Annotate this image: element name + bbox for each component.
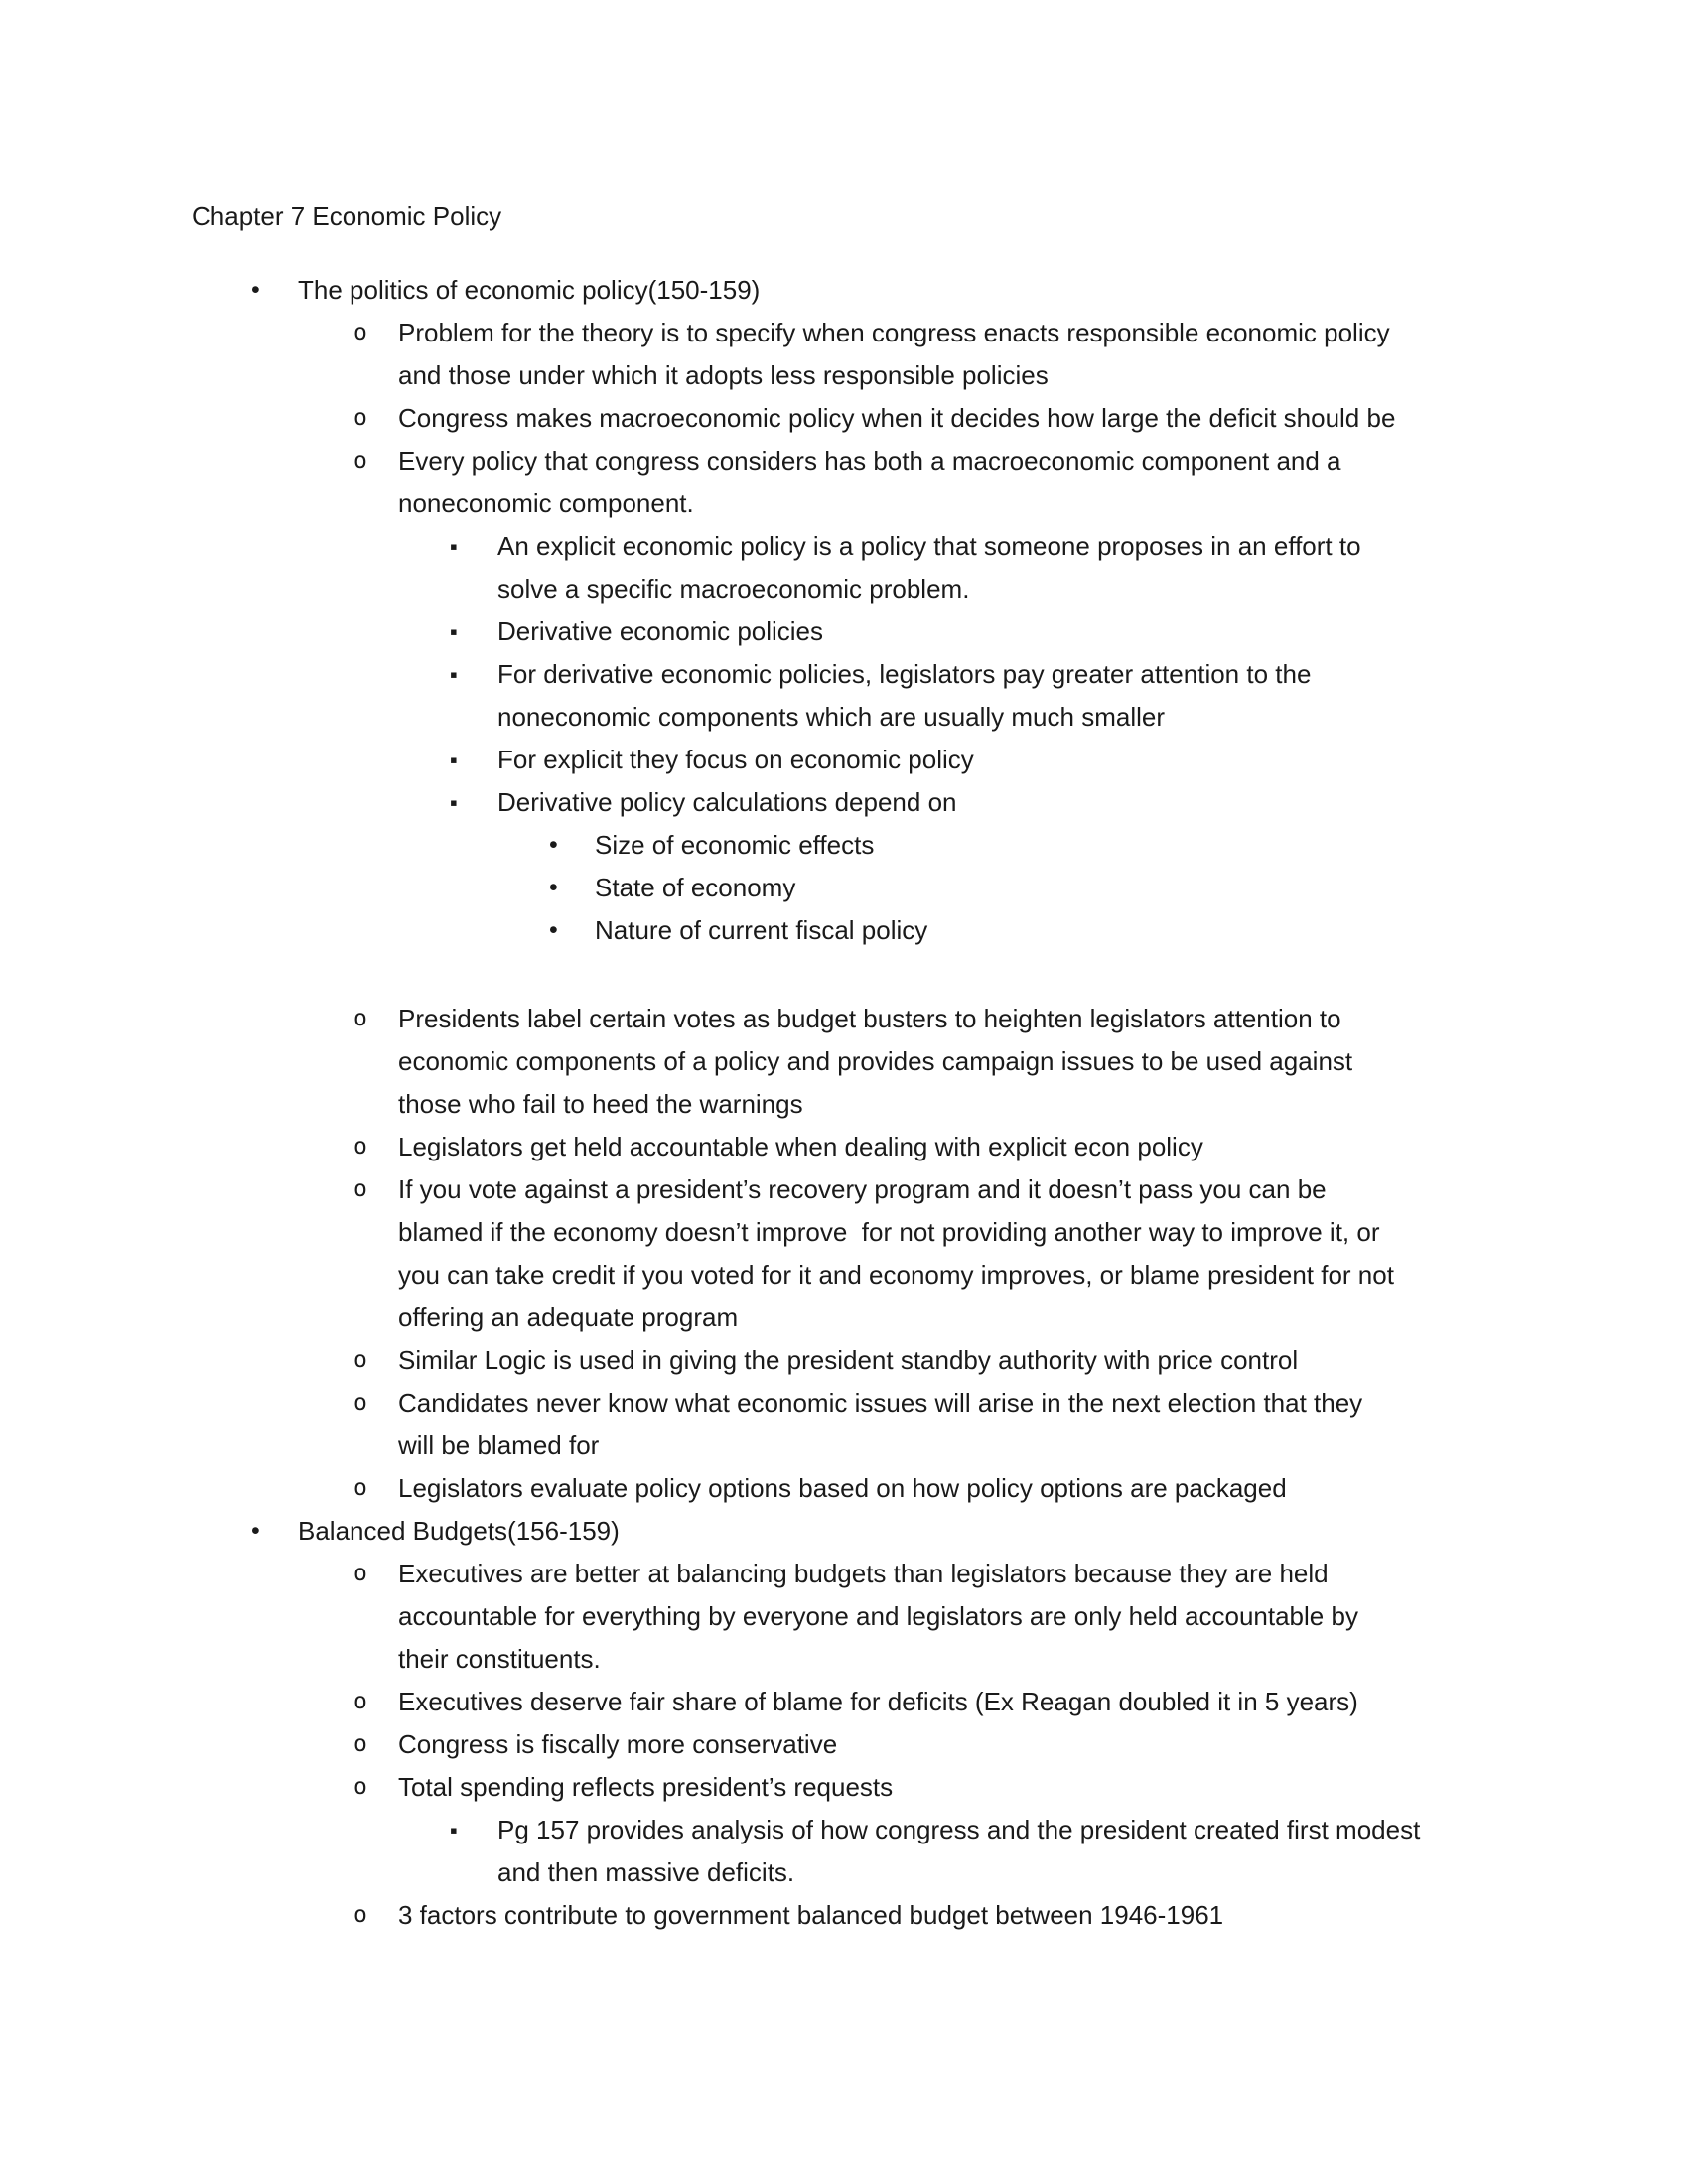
text-line: If you vote against a president’s recovery program and it doesn’t pass you can be — [398, 1174, 1327, 1204]
page-title: Chapter 7 Economic Policy — [192, 202, 502, 231]
text-line: Presidents label certain votes as budget busters to heighten legislators attention to — [398, 1004, 1341, 1033]
list-item — [0, 1126, 1688, 1168]
text-line: Nature of current fiscal policy — [595, 915, 928, 945]
list-item — [0, 1467, 1688, 1510]
text-line: and those under which it adopts less responsible policies — [398, 360, 1049, 390]
bullet-marker-icon: ▪ — [450, 534, 458, 559]
bullet-marker-icon: o — [353, 1347, 367, 1373]
text-line: Candidates never know what economic issues will arise in the next election that they — [398, 1388, 1363, 1418]
bullet-marker-icon: ▪ — [450, 662, 458, 687]
text-line: Legislators get held accountable when dealing with explicit econ policy — [398, 1132, 1203, 1161]
bullet-marker-icon: o — [353, 1390, 367, 1416]
bullet-marker-icon: o — [353, 1561, 367, 1586]
text-line: For derivative economic policies, legislators pay greater attention to the — [497, 659, 1312, 689]
list-item — [0, 525, 1688, 611]
text-line: Derivative economic policies — [497, 616, 824, 646]
text-line: you can take credit if you voted for it and economy improves, or blame president for not — [398, 1260, 1394, 1290]
bullet-marker-icon: • — [251, 276, 260, 304]
list-item — [0, 867, 1688, 909]
text-line: noneconomic components which are usually much smaller — [497, 702, 1165, 732]
text-line: Every policy that congress considers has both a macroeconomic component and a — [398, 446, 1341, 476]
list-item — [0, 1168, 1688, 1339]
list-item — [0, 1382, 1688, 1467]
text-line: economic components of a policy and provides campaign issues to be used against — [398, 1046, 1353, 1076]
text-line: Total spending reflects president’s requests — [398, 1772, 894, 1802]
bullet-marker-icon: ▪ — [450, 748, 458, 772]
text-line: Balanced Budgets(156-159) — [298, 1516, 620, 1546]
text-line: Congress makes macroeconomic policy when it decides how large the deficit should be — [398, 403, 1396, 433]
text-line: Legislators evaluate policy options based on how policy options are packaged — [398, 1473, 1287, 1503]
bullet-marker-icon: o — [353, 1689, 367, 1714]
text-line: Similar Logic is used in giving the president standby authority with price control — [398, 1345, 1299, 1375]
text-line: Derivative policy calculations depend on — [497, 787, 957, 817]
text-line: blamed if the economy doesn’t improve for not providing another way to improve it, or — [398, 1217, 1380, 1247]
list-item — [0, 611, 1688, 653]
bullet-marker-icon: • — [549, 916, 558, 944]
text-line: For explicit they focus on economic policy — [497, 745, 974, 774]
text-line: accountable for everything by everyone and legislators are only held accountable by — [398, 1601, 1358, 1631]
list-item — [0, 1809, 1688, 1894]
text-line: Executives are better at balancing budgets than legislators because they are held — [398, 1559, 1329, 1588]
bullet-marker-icon: ▪ — [450, 619, 458, 644]
bullet-marker-icon: o — [353, 1134, 367, 1160]
bullet-marker-icon: o — [353, 1475, 367, 1501]
bullet-marker-icon: • — [549, 874, 558, 901]
text-line: and then massive deficits. — [497, 1857, 795, 1887]
list-item — [0, 312, 1688, 397]
text-line: Pg 157 provides analysis of how congress and the president created first modest — [497, 1815, 1421, 1844]
list-item — [0, 1681, 1688, 1723]
bullet-marker-icon: ▪ — [450, 790, 458, 815]
notes-list — [0, 269, 1688, 1937]
text-line: noneconomic component. — [398, 488, 694, 518]
list-item — [0, 1510, 1688, 1553]
list-item — [0, 653, 1688, 739]
text-line: Congress is fiscally more conservative — [398, 1729, 838, 1759]
bullet-marker-icon: ▪ — [450, 1818, 458, 1843]
bullet-marker-icon: o — [353, 1774, 367, 1800]
bullet-marker-icon: o — [353, 448, 367, 474]
text-line: offering an adequate program — [398, 1302, 739, 1332]
text-line: their constituents. — [398, 1644, 601, 1674]
text-line: 3 factors contribute to government balanced budget between 1946-1961 — [398, 1900, 1224, 1930]
text-line: Executives deserve fair share of blame for deficits (Ex Reagan doubled it in 5 years) — [398, 1687, 1358, 1716]
text-line: State of economy — [595, 873, 796, 902]
list-item — [0, 781, 1688, 824]
list-item — [0, 1553, 1688, 1681]
bullet-marker-icon: • — [251, 1517, 260, 1545]
bullet-marker-icon: o — [353, 1731, 367, 1757]
list-item — [0, 1723, 1688, 1766]
bullet-marker-icon: o — [353, 405, 367, 431]
list-item — [0, 1766, 1688, 1809]
text-line: The politics of economic policy(150-159) — [298, 275, 761, 305]
bullet-marker-icon: o — [353, 1006, 367, 1031]
list-item — [0, 1339, 1688, 1382]
text-line: those who fail to heed the warnings — [398, 1089, 803, 1119]
list-item — [0, 397, 1688, 440]
text-line: will be blamed for — [398, 1431, 600, 1460]
text-line: An explicit economic policy is a policy that someone proposes in an effort to — [497, 531, 1361, 561]
text-line: Size of economic effects — [595, 830, 875, 860]
list-item — [0, 440, 1688, 525]
list-item — [0, 739, 1688, 781]
text-line: Problem for the theory is to specify when congress enacts responsible economic policy — [398, 318, 1390, 347]
bullet-marker-icon: o — [353, 1902, 367, 1928]
list-item — [0, 269, 1688, 312]
bullet-marker-icon: • — [549, 831, 558, 859]
bullet-marker-icon: o — [353, 320, 367, 345]
list-item — [0, 1894, 1688, 1937]
paragraph-gap — [0, 952, 1688, 998]
list-item — [0, 998, 1688, 1126]
list-item — [0, 909, 1688, 952]
bullet-marker-icon: o — [353, 1176, 367, 1202]
list-item — [0, 824, 1688, 867]
text-line: solve a specific macroeconomic problem. — [497, 574, 970, 604]
